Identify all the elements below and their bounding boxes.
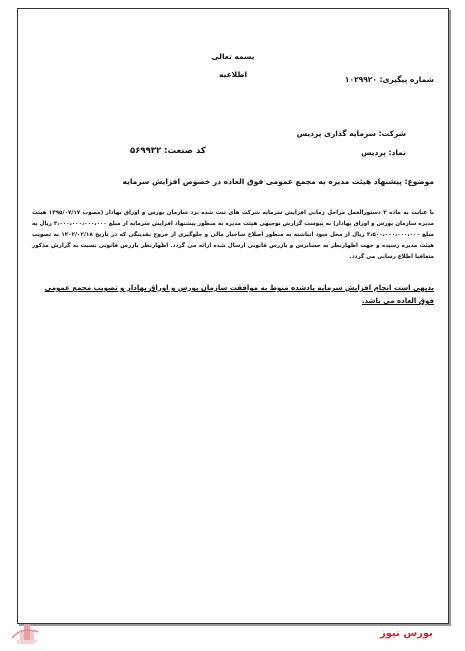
notice-heading: اطلاعیه (218, 70, 248, 79)
bismillah-heading: بسمه تعالی (211, 52, 255, 61)
subject-line: موضوع: پیشنهاد هیئت مدیره به مجمع عمومی فوق العاده در خصوص افزایش سرمایه (122, 177, 434, 186)
ticker-symbol: نماد: پردیس (361, 148, 406, 157)
brand-watermark: بورس نیوز (380, 628, 433, 639)
reference-number: شماره پیگیری: ۱۰۲۹۹۲۰ (344, 75, 434, 84)
company-name: شرکت: سرمایه گذاری پردیس (296, 129, 406, 138)
body-paragraph-text: با عنایت به ماده ۳ دستورالعمل مراحل زمانی افزایش سرمایه شرکت های ثبت شده نزد سازمان بورس و اوراق بهادار (مصوب ۱۳۹۵/۰۷/۱۷ هیئت مدیره سازمان بورس و اوراق بهادار) به پیوست گزارش توجیهی هیئت مدیره به منظور پیشنهاد افزایش سرمایه از مبلغ ۳،۰۰۰،۰۰۰،۰۰۰،۰۰۰ ریال به مبلغ ۳،۵۰۰،۰۰۰،۰۰۰،۰۰۰ ریال از محل سود انباشته به منظور اصلاح ساختار مالی و جلوگیری از خروج نقدینگی که در تاریخ ۱۴۰۲/۰۲/۱۸ به تصویب هیئت مدیره رسیده و جهت اظهارنظر به حسابرس و بازرس قانونی ارسال شده ارائه می گردد. اظهارنظر بازرس قانونی نسبت به گزارش مذکور متعاقبا اطلاع رسانی می گردد. (32, 210, 434, 260)
document-page (17, 8, 449, 624)
approval-note: بدیهی است انجام افزایش سرمایه یادشده منوط به موافقت سازمان بورس و اوراق بهادار و تصویب مجمع عمومی فوق العاده می باشد. (44, 284, 434, 305)
industry-code: کد صنعت: ۵۶۹۹۳۲ (130, 146, 206, 156)
body-paragraph (32, 208, 434, 263)
bourse-news-logo-icon (8, 616, 50, 646)
